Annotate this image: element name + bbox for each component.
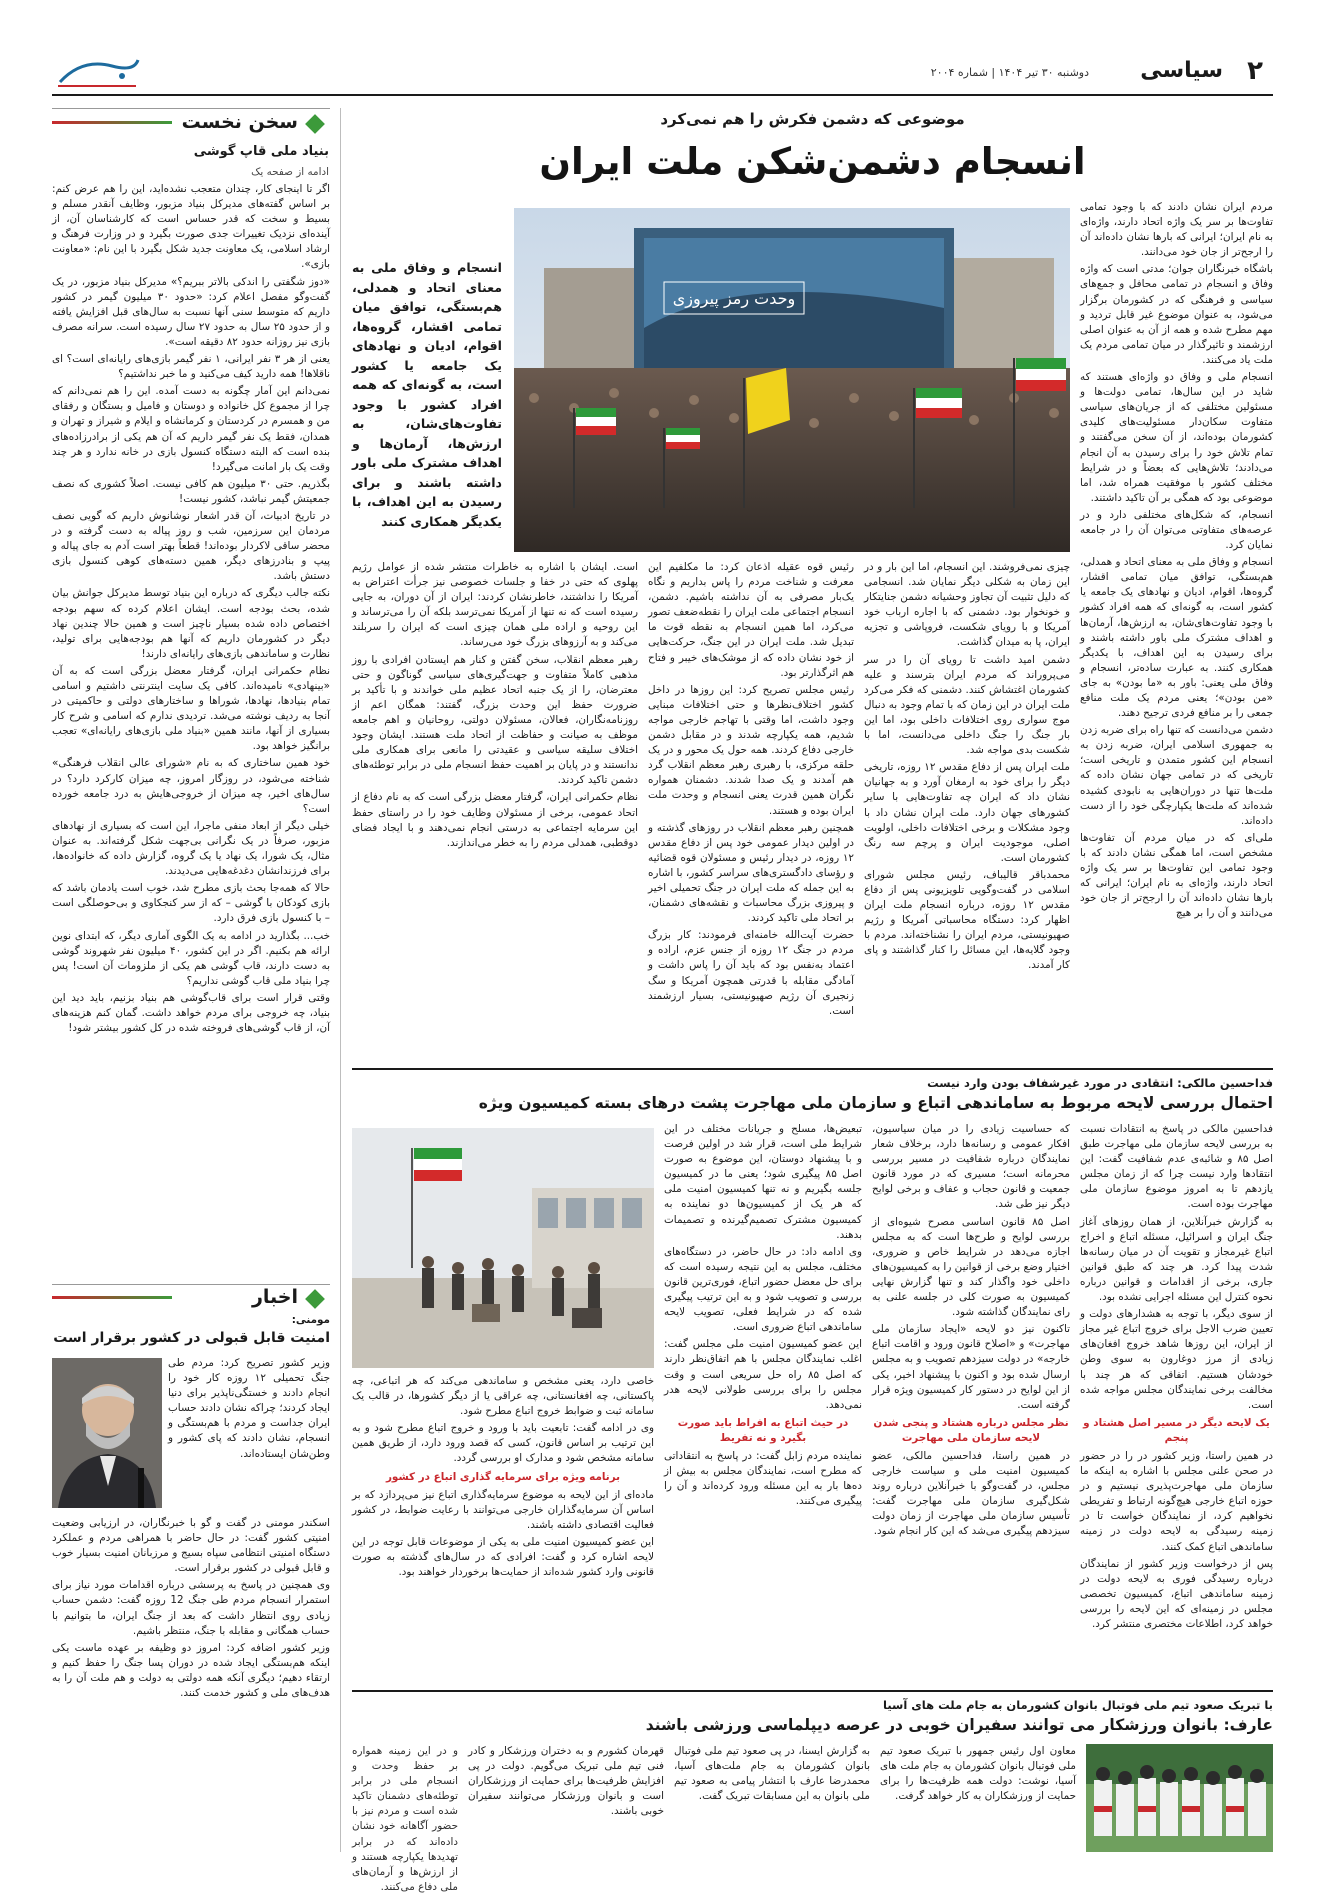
lead-paragraph: حضرت آیت‌الله خامنه‌ای فرمودند: کار بزرگ مردم در جنگ ۱۲ روزه از جنس عزم، اراده و اعتماد به‌نفس بود که باید آن را پاس داشت و آمادگی مقابله با قدرتی همچون آمریکا و سگ زنجیری آن رژیم صهیونیستی، بسیار ارزشمند است. xyxy=(648,929,854,1017)
lead-bottom-rule xyxy=(352,1068,1273,1070)
lead-paragraph: نظام حکمرانی ایران، گرفتار معضل بزرگی است که به نام دفاع از اتحاد عمومی، برخی از مسئولان وظایف خود را در راستای حفظ این سرمایه اجتماعی به درستی انجام نمی‌دهند و با ایجاد فضای دوقطبی، همدلی مردم را به خطر می‌اندازند. xyxy=(352,791,638,849)
column-title: سخن نخست xyxy=(181,111,298,133)
column-paragraph: خود همین ساختاری که به نام «شورای عالی انقلاب فرهنگی» شناخته می‌شود، در روزگار امروز، چه میزان کارکرد دارد؟ در سال‌های اخیر، چه میزان از خروجی‌هایش به درد جامعه خورده است؟ xyxy=(52,757,330,815)
lead-paragraph: رئیس قوه عقیله اذعان کرد: ما مکلفیم این معرفت و شناخت مردم را پاس بداریم و نگاه یک‌بار مصرفی به آن نداشته باشیم. دشمن، انسجام اجتماعی ملت ایران را نقطه‌ضعف تصور می‌کرد، اما همین انسجام به نقطه قوت ما تبدیل شد. ملت ایران در این جنگ، حرکت‌هایی از خود نشان داده که از موشک‌های خیبر و فتاح هم اثرگذارتر بود. xyxy=(648,561,854,679)
migrants-paragraph: در همین راستا، فداحسین مالکی، عضو کمیسیون امنیت ملی و سیاست خارجی مجلس، در گفت‌وگو با خبرآنلاین درباره روند شکل‌گیری سازمان ملی مهاجرت گفت: تأسیس سازمان ملی مهاجرت از زمان دولت سیزدهم پیگیری می‌شد که این کار انجام شود. xyxy=(872,1449,1070,1538)
lead-pullquote: انسجام و وفاق ملی به معنای اتحاد و همدلی، هم‌بستگی، توافق میان تمامی اقشار، گروه‌ها، اقوام، ادیان و نهادهای یک جامعه یا کشور است، به گونه‌ای که همه افراد کشور با وجود تفاوت‌های‌شان، به ارزش‌ها، آرمان‌ها و اهداف مشترک ملی باور داشته باشند و برای رسیدن به این اهداف، با یکدیگر همکاری کنند xyxy=(352,260,502,529)
migrants-subhead: یک لایحه دیگر در مسیر اصل هشتاد و پنجم xyxy=(1083,1416,1270,1444)
migrants-paragraph: در همین راستا، وزیر کشور در را در حضور در صحن علنی مجلس با اشاره به اینکه ما سازمان ملی مهاجرت‌پذیری نیستیم و در حوزه اتباع خارجی هیچ‌گونه ارتباط و تفریطی نخواهیم کرد، از نمایندگان خواست تا در زمینه رسیدگی به لایحه دولت در زمینه ساماندهی اتباع کمک کنند. xyxy=(1080,1449,1273,1553)
migrants-paragraph: وی در ادامه گفت: تابعیت باید با ورود و خروج اتباع مطرح شود و به این ترتیب بر اساس قانون، کسی که قصد ورود دارد، از طریق همین سامانه مشخص شود و مدارک او بررسی گردد. xyxy=(352,1422,654,1465)
lead-paragraph: دشمن امید داشت تا رویای آن را در سر می‌پروراند که مردم ایران بترسند و علیه کشورمان اغتشاش کنند. دشمنی که فکر می‌کرد ملت ایران در این زمان که با تمام وجود به دنبال موج سواری روی اختلافات داخلی بود، اما این بار جنگ را جنگ داخلی می‌دانست، اما با شکست بدی مواجه شد. xyxy=(864,653,1070,757)
lead-column-1 xyxy=(1080,200,1273,1056)
lead-paragraph: باشگاه خبرنگاران جوان؛ مدتی است که واژه وفاق و انسجام در تمامی محافل و جمع‌های سیاسی و فرهنگی که در کشورمان برگزار می‌شود، به عنوان موضوع غیر قابل تردید و مهم مطرح شده و همه از آن به عنوان اصلی ارزشمند و تاثیرگذار در میان تمامی مردم یک ملت یاد می‌کنند. xyxy=(1080,263,1273,366)
migrants-paragraph: تاکنون نیز دو لایحه «ایجاد سازمان ملی مهاجرت» و «اصلاح قانون ورود و اقامت اتباع خارجه» در دولت سیزدهم تصویب و به مجلس ارسال شده بود و اکنون با پیشنهاد اخیر، یکی از این لوایح در دستور کار کمیسیون ویژه قرار گرفته است. xyxy=(872,1323,1070,1411)
column-paragraph: در تاریخ ادبیات، آن قدر اشعار نوشانوش داریم که گویی نصف مردمان این سرزمین، شب و روز پیاله به دست گرفته و در محضر ساقی لاکردار بوده‌اند! قطعاً بهتر است آدم به جای پیاله و پیپ و بنادرزهای دیگر، همین دسته‌های کوهی کنسول بازی دستش باشد. xyxy=(52,509,330,583)
banner-text: وحدت رمز پیروزی xyxy=(672,289,796,308)
migrants-paragraph: ماده‌ای از این لایحه به موضوع سرمایه‌گذاری اتباع نیز می‌پردازد که بر اساس آن سرمایه‌گذاران خارجی می‌توانند با رعایت ضوابط، در کشور فعالیت اقتصادی داشته باشند. xyxy=(352,1488,654,1531)
lead-paragraph: انسجام ملی و وفاق دو واژه‌ای هستند که شاید در این سال‌ها، تمامی دولت‌ها و مسئولین مختلفی که از جریان‌های سیاسی متفاوت سکان‌دار مسئولیت‌های کلیدی کشورمان بوده‌اند، از آن سخن می‌گفتند و تمام تلاش خود را برای رسیدن به آن انجام می‌دادند؛ تلاش‌هایی که بعضاً و در شرایط مختلف کشور با موفقیت همراه شد، اما موضوعی بود که همگی بر آن تاکید داشتند. xyxy=(1080,371,1273,504)
lead-paragraph: ملی‌ای که در میان مردم آن تفاوت‌ها مشخص است، اما همگی نشان دادند که با وجود تمامی این تفاوت‌ها بر سر یک واژه اتحاد دارند، واژه‌ای به نام ایران؛ ایرانی که بارها نشان داده‌اند آن را ارجح‌تر از جان خود می‌دانند و آن را بر هیچ xyxy=(1080,831,1273,920)
column-paragraph: حالا که همه‌جا بحث بازی مطرح شد، خوب است یادمان باشد که بازی کودکان با گوشی – که از سر کنجکاوی و بی‌حوصلگی است – با کنسول بازی فرق دارد. xyxy=(52,882,330,925)
sports-column-1 xyxy=(880,1744,1076,1852)
migrants-photo xyxy=(352,1128,654,1368)
lead-paragraph: رهبر معظم انقلاب، سخن گفتن و کنار هم ایستادن افرادی با روز مذهبی کاملاً متفاوت و جهت‌گیری‌های سیاسی گوناگون و حتی معترضان، را از یک جنبه اتحاد عظیم ملی خواندند و با تأکید بر ضرورت حفظ این وحدت بزرگ، گفتند: همگان اعم از روزنامه‌نگاران، فعالان، مسئولان دولتی، روحانیان و اهم جامعه موظف به صیانت و حفاظت از اتحاد ملت هستند. ایشان وجود اختلاف سلیقه سیاسی و عقیدتی را مانعی برای همکاری ملی ندانستند و در پایان بر اهمیت حفظ انسجام ملی در برابر توطئه‌های دشمن تاکید کردند. xyxy=(352,653,638,787)
migrants-paragraph: فداحسین مالکی در پاسخ به انتقادات نسبت به بررسی لایحه سازمان ملی مهاجرت طبق اصل ۸۵ و شائبه‌ی عدم شفافیت گفت: این انتقادها وارد نیست چرا که از زمان مجلس یازدهم تا به امروز موضوع سازمان ملی مهاجرت بوده است. xyxy=(1080,1123,1273,1211)
migrants-headline: احتمال بررسی لایحه مربوط به ساماندهی اتباع و سازمان ملی مهاجرت پشت درهای بسته کمیسیون ویژه xyxy=(478,1094,1273,1112)
sports-paragraph: قهرمان کشورم و به دختران ورزشکار و کادر فنی تیم ملی تبریک می‌گویم. دولت در پی افزایش ظرفیت‌ها برای حمایت از ورزشکاران است و بانوان ورزشکار می‌توانند سفیران خوبی باشند. xyxy=(468,1745,664,1818)
column-paragraph: اگر تا اینجای کار، چندان متعجب نشده‌اید، این را هم عرض کنم: بر اساس گفته‌های مدیرکل بنیاد مزبور، وظایف آنقدر مسلم و بسیط و سخت که قدر حساس است که کارشناسان آن، از آینده‌ای نزدیک تغییرات جدی صورت بگیرد و در وزارت فرهنگ و ارشاد اسلامی، یک معاونت جدید شکل بگیرد با این نام: «معاونت بازی». xyxy=(52,183,330,271)
migrants-paragraph: این عضو کمیسیون امنیت ملی به یکی از موضوعات قابل توجه در این لایحه اشاره کرد و گفت: افرادی که در سال‌های گذشته به صورت قانونی وارد کشور شده‌اند از حمایت‌ها برخوردار خواهند بود. xyxy=(352,1535,654,1579)
sports-column-2 xyxy=(674,1744,870,1852)
lead-paragraph: است. ایشان با اشاره به خاطرات منتشر شده از عوامل رژیم پهلوی که حتی در خفا و جلسات خصوصی نیز جرأت اعتراض به آمریکا را نداشتند، خاطرنشان کردند: ایران از آن دوران، به جایی رسیده است که نه تنها از آمریکا نمی‌ترسد بلکه آن را می‌ترساند و این روحیه و اراده ملی همان چیزی است که ایران را سربلند می‌کند و به آرزوهای بزرگ خود می‌رساند. xyxy=(352,561,638,649)
lead-headline: انسجام دشمن‌شکن ملت ایران xyxy=(539,140,1086,183)
migrants-column-3 xyxy=(664,1122,862,1682)
column-paragraph: بگذریم. حتی ۳۰ میلیون هم کافی نیست. اصلاً کشوری که نصف جمعیتش گیمر نباشد، کشور نیست! xyxy=(52,477,330,505)
lead-paragraph: دشمن می‌دانست که تنها راه برای ضربه زدن به جمهوری اسلامی ایران، ضربه زدن به انسجام این کشور متمدن و تاریخی است؛ تاریخی که در تمامی جهان نشان داده که ملت‌ها تنها در دوران‌هایی به نابودی کشیده شده‌اند که ملت‌ها یکپارچگی خود را از دست داده‌اند. xyxy=(1080,724,1273,827)
migrants-bottom-rule xyxy=(352,1690,1273,1692)
page-number: ۲ xyxy=(1247,56,1263,86)
news-paragraph: وی همچنین در پاسخ به پرسشی درباره اقدامات مورد نیاز برای استمرار انسجام مردم طی جنگ 12 روزه گفت: دشمن حساب زیادی روی انتظار داشت که بعد از جنگ ایران، ما بتوانیم با حساب همگانی و مقابله با جنگ، منتظر باشیم. xyxy=(52,1579,331,1637)
migrants-paragraph: اصل ۸۵ قانون اساسی مصرح شیوه‌ای از بررسی لوایح و طرح‌ها است که به مجلس اجازه می‌دهد در شرایط خاص و ضروری، اختیار وضع برخی از قوانین را به کمیسیون‌های داخلی خود واگذار کند و تنها گزارش نهایی کمیسیون به صورت کلی در جلسه علنی به رای نمایندگان گذاشته شود. xyxy=(872,1215,1070,1319)
newspaper-logo xyxy=(52,52,142,92)
column-paragraph: نظام حکمرانی ایران، گرفتار معضل بزرگی است که به آن «بینهادی» نامیده‌اند. کافی یک سایت اینترنتی داشتیم و اسامی تمام بنیادها، نهادها، شوراها و ساختارهای دولتی و حاکمیتی در آنجا به ردیف نوشته می‌شد. تردیدی ندارم که اسامی و شرح کار بسیاری از آنها، مانند همین «بنیاد ملی بازی‌های رایانه‌ای» تعجب برانگیز خواهد بود. xyxy=(52,664,330,753)
news-paragraph: وزیر کشور اضافه کرد: امروز دو وظیفه بر عهده ماست یکی اینکه هم‌بستگی ایجاد شده در دوران پسا جنگ را حفظ کنیم و ارتقاء دهیم؛ دیگری آنکه همه دولتی به دولت و هم ملت آن را به هدف‌های ملی و کشور خدمت کنند. xyxy=(52,1641,330,1700)
news-accent-bar xyxy=(52,1296,172,1299)
lead-paragraph: چیزی نمی‌فروشند. این انسجام، اما این بار و در این زمان به شکلی دیگر نمایان شد. انسجامی که دلیل تثبیت آن تجاوز وحشیانه دشمن جنایتکار و خونخوار بود. دشمنی که با اجاره ارباب خود آمریکا و با رویای شکست، فروپاشی و تجزیه ایران، پا به میدان گذاشت. xyxy=(864,561,1070,649)
migrants-paragraph: این عضو کمیسیون امنیت ملی مجلس گفت: اغلب نمایندگان مجلس با هم اتفاق‌نظر دارند که اصل ۸۵ راه حل سریعی است و وقت مجلس را برای بررسی طولانی لایحه هدر نمی‌دهد. xyxy=(664,1338,863,1411)
migrants-subhead: در حیث اتباع به افراط باید صورت بگیرد و نه تفریط xyxy=(677,1416,849,1444)
news-body-bottom xyxy=(52,1516,330,1852)
lead-paragraph: همچنین رهبر معظم انقلاب در روزهای گذشته و در اولین دیدار عمومی خود پس از دفاع مقدس ۱۲ روزه، در دیدار رئیس و مسئولان قوه قضائیه و رؤسای دادگستری‌های سراسر کشور، با اشاره به این جمله که ملت ایران در جنگ تحمیلی اخیر و پیروزی بزرگ محاسبات و نقشه‌های دشمنان، بر اتحاد ملی تاکید کردند. xyxy=(647,821,854,925)
migrants-kicker: فداحسین مالکی: انتقادی در مورد غیرشفاف بودن وارد نیست xyxy=(927,1076,1273,1090)
lead-column-4 xyxy=(352,560,638,1056)
migrants-paragraph: از سوی دیگر، با توجه به هشدارهای دولت و تعیین ضرب الاجل برای خروج اتباع غیر مجاز از ایران، این روزها شاهد خروج افغان‌های زیادی از مرز دوغارون به سوی وطن خودشان هستیم. اتفاقی که هر چند با مخالفت برخی نمایندگان مجلس مواجه شده است. xyxy=(1080,1308,1273,1411)
lead-kicker: موضوعی که دشمن فکرش را هم نمی‌کرد xyxy=(660,110,965,128)
header-rule xyxy=(52,94,1273,96)
sports-kicker: با تبریک صعود تیم ملی فوتبال بانوان کشورمان به جام ملت های آسیا xyxy=(883,1698,1273,1712)
news-kicker: مومنی: xyxy=(291,1314,330,1326)
column-accent-bar xyxy=(52,121,172,124)
migrants-paragraph: وی ادامه داد: در حال حاضر، در دستگاه‌های مختلف، مجلس به این نتیجه رسیده است که برای حل معضل حضور اتباع، فوری‌ترین قانون بررسی و تصویب شود و به این ترتیب پیگیری شده که در شرایط فعلی، تصویب لایحه ساماندهی اتباع ضروری است. xyxy=(664,1245,862,1334)
column-paragraph: یعنی از هر ۳ نفر ایرانی، ۱ نفر گیمر بازی‌های رایانه‌ای است؟ ای ناقلاها! همه دارید کیف می‌کنید و ما خبر نداشتیم؟ xyxy=(52,353,330,381)
lead-column-2 xyxy=(864,560,1070,1056)
news-headline: امنیت قابل قبولی در کشور برقرار است xyxy=(53,1330,330,1346)
sports-paragraph: به گزارش ایسنا، در پی صعود تیم ملی فوتبال بانوان کشورمان به جام ملت‌های آسیا، محمدرضا عارف با انتشار پیامی به صعود تیم ملی بانوان به این مسابقات تبریک گفت. xyxy=(674,1745,870,1803)
date-issue: دوشنبه ۳۰ تیر ۱۴۰۴ | شماره ۲۰۰۴ xyxy=(930,66,1089,79)
news-paragraph: اسکندر مومنی در گفت و گو با خبرنگاران، در ارزیابی وضعیت امنیتی کشور گفت: در حال حاضر با همراهی مردم و عملکرد دستگاه امنیتی انتظامی سپاه بسیج و مرزبانان امنیت بسیار خوب و قابل قبولی در کشور برقرار است. xyxy=(52,1517,330,1575)
column-byline: ادامه از صفحه یک xyxy=(251,166,329,178)
diamond-icon xyxy=(305,114,325,134)
migrants-subhead: نظر مجلس درباره هشتاد و پنجی شدن لایحه سازمان ملی مهاجرت xyxy=(873,1416,1069,1444)
column-headline: بنیاد ملی قاپ گوشی xyxy=(193,144,329,159)
migrants-column-1 xyxy=(1080,1122,1273,1682)
lead-column-3 xyxy=(648,560,854,1056)
lead-photo-crowd xyxy=(514,208,1070,552)
migrants-paragraph: خاصی دارد، یعنی مشخص و ساماندهی می‌کند که هر اتباعی، چه پاکستانی، چه افغانستانی، چه عراقی یا از دیگر کشورها، در قالب یک سامانه ثبت و ضوابط خروج اتباع مطرح شود. xyxy=(352,1375,654,1418)
section-name: سیاسی xyxy=(1140,58,1223,83)
news-header xyxy=(52,1284,330,1309)
sports-column-4 xyxy=(352,1744,458,1893)
lead-paragraph: مردم ایران نشان دادند که با وجود تمامی تفاوت‌ها بر سر یک واژه اتحاد دارند، واژه‌ای به نام ایران؛ ایرانی که بارها نشان داده‌اند آن را ارجح‌تر از جان خود می‌دانند. xyxy=(1080,201,1273,259)
minister-photo xyxy=(52,1358,162,1508)
column-divider xyxy=(340,108,341,1852)
column-paragraph: نکته جالب دیگری که درباره این بنیاد توسط مدیرکل جوانش بیان شده، بحث بودجه است. ایشان اعلام کرده که سهم بودجه اختصاص داده شده بسیار ناچیز است و همین حالا چندین نهاد دیگر در کشورمان داریم که آنها هم بودجه‌هایی برای تولید، نظارت و ساماندهی بازی‌های رایانه‌ای دارند! xyxy=(52,587,330,660)
column-paragraph: خب... بگذارید در ادامه به یک الگوی آماری دیگر، که ابتدای نوین ارائه هم بکنیم. اگر در این کشور، ۴۰ میلیون نفر شهروند گوشی به دست دارند، قاب گوشی هم یکی از ملزومات آن است! پس چرا بنیاد ملی قاب گوشی نداریم؟ xyxy=(52,929,330,987)
lead-paragraph: انسجام، که شکل‌های مختلفی دارد و در عرصه‌های متفاوتی می‌توان آن را در جامعه نمایان کرد. xyxy=(1080,508,1273,552)
sports-paragraph: معاون اول رئیس جمهور با تبریک صعود تیم ملی فوتبال بانوان کشورمان به جام ملت های آسیا، نوشت: دولت همه ظرفیت‌ها را برای حمایت از ورزشکاران به کار خواهد گرفت. xyxy=(880,1745,1076,1803)
lead-paragraph: ملت ایران پس از دفاع مقدس ۱۲ روزه، تاریخی دیگر را برای خود به ارمغان آورد و به جهانیان نشان داد که ایران چه تفاوت‌هایی با سایر کشورهای جهان دارد. ملت ایران نشان داد با وجود مشکلات و برخی اختلافات داخلی، اولویت اصلی، موجودیت ایران و پرچم سه رنگ کشورمان است. xyxy=(864,761,1070,864)
migrants-paragraph: نماینده مردم زابل گفت: در پاسخ به انتقاداتی که مطرح است، نمایندگان مجلس به بیش از ده‌ها بار به این مسئله ورود کرده‌اند و آن را پیگیری می‌کنند. xyxy=(664,1449,862,1508)
migrants-column-2 xyxy=(872,1122,1070,1682)
lead-paragraph: رئیس مجلس تصریح کرد: این روزها در داخل کشور اختلاف‌نظرها و حتی اختلافات مبنایی وجود داشت، اما وقتی با تهاجم خارجی مواجه شدیم، همه یکپارچه شدند و در مقابل دشمن خارجی دفاع کردند. همه حول یک محور و در یک حلقه مرکزی، با رهبری رهبر معظم انقلاب گرد هم آمدند و یک صدا شدند. دشمنان همواره نگران همین قدرت یعنی انسجام و وحدت ملت ایران بوده و هستند. xyxy=(648,683,854,817)
column-paragraph: نمی‌دانم این آمار چگونه به دست آمده. این را هم نمی‌دانم که چرا از مجموع کل خانواده و دوستان و فامیل و بستگان و رفقای من و همسرم در کردستان و کرمانشاه و ایلام و شیراز و تهران و همدان، فقط یک نفر گیمر داریم که آن هم یکی از برادرزاده‌های بنده است که البته دستگاه کنسول بازی در خانه ندارد و هر چند وقت یک بار امانت می‌گیرد! xyxy=(52,385,330,473)
column-paragraph: خیلی دیگر از ابعاد منفی ماجرا، این است که بسیاری از نهادهای مزبور، صرفاً در یک نگرانی بی‌جهت شکل گرفته‌اند. به عنوان مثال، یک شورا، یک نهاد یا یک گروه، گزارش داده که خانواده‌ها، برای فرزندانشان دغدغه‌هایی می‌دیدند. xyxy=(52,819,330,878)
column-paragraph: «دوز شگفتی را اندکی بالاتر ببریم؟» مدیرکل بنیاد مزبور، در یک گفت‌وگو مفصل اعلام کرد: «حدود ۳۰ میلیون گیمر در کشور داریم که متوسط سنی آنها نسبت به سال‌های قبل افزایش یافته و از حدود ۲۵ سال به حدود ۲۷ سال رسیده است. سرانه مصرف بازی نیز روزانه حدود ۸۲ دقیقه است». xyxy=(52,275,330,348)
column-header xyxy=(52,108,330,135)
sports-paragraph: و در این زمینه همواره بر حفظ وحدت و انسجام ملی در برابر توطئه‌های دشمنان تاکید شده است و مردم نیز با حضور آگاهانه خود نشان داده‌اند که در برابر تهدیدها یکپارچه هستند و از ارزش‌ها و آرمان‌های ملی دفاع می‌کنند. xyxy=(352,1745,458,1893)
migrants-paragraph: که حساسیت زیادی را در میان سیاسیون، افکار عمومی و رسانه‌ها دارد، برخلاف شعار نمایندگان درباره شفافیت در مسیر بررسی محرمانه است؛ مسیری که در مورد قانون جمعیت و قانون حجاب و عفاف و برخی لوایح دیگر نیز طی شد. xyxy=(872,1123,1070,1211)
migrants-column-4 xyxy=(352,1374,654,1682)
diamond-icon xyxy=(305,1289,325,1309)
sports-headline: عارف: بانوان ورزشکار می توانند سفیران خوبی در عرصه دیپلماسی ورزشی باشند xyxy=(645,1716,1273,1734)
news-paragraph: وزیر کشور تصریح کرد: مردم طی جنگ تحمیلی ۱۲ روزه کار خود را انجام دادند و خستگی‌ناپذیر برای دنیا ایجاد کردند؛ چراکه نشان دادند حساب ایران جداست و مردم با هم‌بستگی و انسجام، نشان دادند که پای کشور و وطن‌شان ایستاده‌اند. xyxy=(168,1357,330,1460)
lead-paragraph: انسجام و وفاق ملی به معنای اتحاد و همدلی، هم‌بستگی، توافق میان تمامی اقشار، گروه‌ها، اقوام، ادیان و نهادهای یک جامعه یا کشور است، به گونه‌ای که همه افراد کشور با وجود تفاوت‌های‌شان، به ارزش‌ها، آرمان‌ها و اهداف مشترک ملی باور داشته باشند و برای رسیدن به این اهداف، با یکدیگر همکاری کنند. به عبارت ساده‌تر، انسجام و وفاق ملی یعنی: باور به «ما بودن» به جای «من بودن»؛ یعنی مردم یک ملت منافع جمعی را بر منافع فردی ترجیح دهند. xyxy=(1080,556,1273,720)
migrants-paragraph: پس از درخواست وزیر کشور از نمایندگان درباره رسیدگی فوری به لایحه دولت در زمینه ساماندهی اتباع، کمیسیون تخصصی مجلس در زمینه‌ای که این لایحه را بررسی خواهد کرد، اطلاعات مختصری منتشر کرد. xyxy=(1080,1557,1273,1630)
migrants-paragraph: تبعیض‌ها، مسلح و جریانات مختلف در این شرایط ملی است، قرار شد در اولین فرصت و با پیشنهاد دوستان، این موضوع به صورت اصل ۸۵ پیگیری شود؛ یعنی ما در کمیسیون جلسه بگیریم و نه تنها کمیسیون امنیت ملی که هر یک از کمیسیون‌ها دو نماینده به کمیسیون مشترک تصمیم‌گیرنده و تصمیمات بدهند. xyxy=(664,1123,862,1241)
news-body-top xyxy=(168,1356,330,1512)
news-title: اخبار xyxy=(251,1286,298,1308)
lead-paragraph: محمدباقر قالیباف، رئیس مجلس شورای اسلامی در گفت‌وگویی تلویزیونی پس از دفاع مقدس ۱۲ روزه، درباره انسجام ملت ایران اظهار کرد: دستگاه محاسباتی آمریکا و رژیم صهیونیستی، مردم ایران را نشناخته‌اند. مردم با وجود گلایه‌ها، این مسائل را کنار گذاشتند و پای کار آمدند. xyxy=(864,868,1070,972)
migrants-subhead: برنامه ویژه برای سرمایه گذاری اتباع در کشور xyxy=(385,1470,621,1483)
sports-column-3 xyxy=(468,1744,664,1852)
sports-team-photo xyxy=(1086,1744,1273,1852)
migrants-paragraph: به گزارش خبرآنلاین، از همان روزهای آغاز جنگ ایران و اسرائیل، مسئله اتباع و اخراج اتباع غیرمجاز و تقویت آن در میان رسانه‌ها شدت پیدا کرد. هر چند که طبق قوانین جاری، برخی از اقدامات و قوانین درباره نحوه کنترل این مسئله اجرایی نشده بود. xyxy=(1080,1215,1273,1304)
column-paragraph: وقتی قرار است برای قاب‌گوشی هم بنیاد بزنیم، باید دید این بنیاد، چه خروجی برای مردم خواهد داشت. گمان کنم هزینه‌های آن، از قاب گوشی‌های فروخته شده در کل کشور بیشتر شود! xyxy=(52,991,330,1035)
column-body xyxy=(52,182,330,1272)
